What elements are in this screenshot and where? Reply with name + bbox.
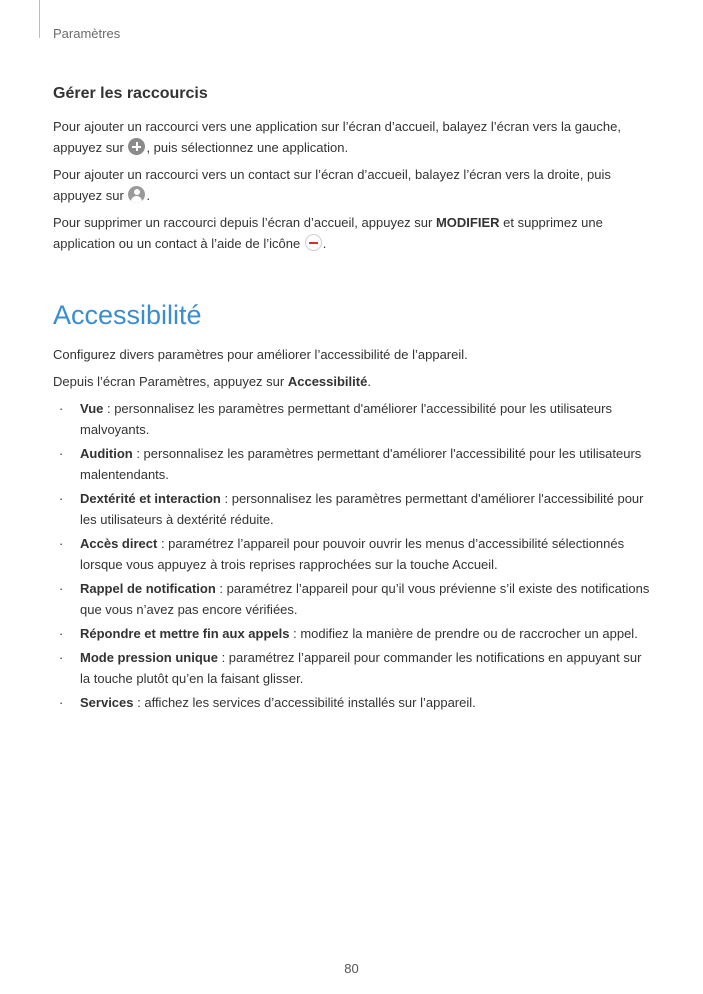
bullet-icon: · <box>59 491 64 506</box>
text-run: . <box>146 188 151 203</box>
list-item-audition <box>53 443 653 485</box>
header-section-label: Paramètres <box>53 26 121 41</box>
text-run: Depuis l’écran Paramètres, appuyez sur <box>53 374 288 389</box>
bullet-icon: · <box>59 536 64 551</box>
shortcuts-paragraph-contact <box>53 164 653 206</box>
item-term: Audition <box>80 446 133 461</box>
list-item-dexterite <box>53 488 653 530</box>
text-run: , puis sélectionnez une application. <box>146 140 349 155</box>
list-item-rappel-notification <box>53 578 653 620</box>
list-item-vue <box>53 398 653 440</box>
item-term: Mode pression unique <box>80 650 218 665</box>
accessibility-path <box>53 371 653 392</box>
item-term: Vue <box>80 401 104 416</box>
item-desc: : paramétrez l’appareil pour pouvoir ouvrir les menus d’accessibilité sélectionnés lorsque vous appuyez à trois reprises rapprochées sur la touche Accueil. <box>80 536 625 572</box>
list-item-services <box>53 692 653 713</box>
bullet-icon: · <box>59 695 64 710</box>
bullet-icon: · <box>59 446 64 461</box>
item-desc: : affichez les services d’accessibilité installés sur l’appareil. <box>133 695 476 710</box>
list-item-pression-unique <box>53 647 653 689</box>
bullet-icon: · <box>59 581 64 596</box>
shortcuts-paragraph-remove <box>53 212 653 254</box>
item-desc: : paramétrez l’appareil pour qu’il vous prévienne s’il existe des notifications que vous n’avez pas encore vérifiées. <box>80 581 650 617</box>
shortcuts-heading: Gérer les raccourcis <box>53 85 208 102</box>
minus-circle-icon <box>305 234 322 251</box>
list-item-acces-direct <box>53 533 653 575</box>
bullet-icon: · <box>59 626 64 641</box>
item-desc: : modifiez la manière de prendre ou de raccrocher un appel. <box>289 626 638 641</box>
item-term: Accès direct <box>80 536 158 551</box>
item-term: Répondre et mettre fin aux appels <box>80 626 290 641</box>
accessibility-title: Accessibilité <box>53 300 202 330</box>
bullet-icon: · <box>59 401 64 416</box>
item-term: Rappel de notification <box>80 581 216 596</box>
contact-icon <box>128 186 145 203</box>
shortcuts-paragraph-app <box>53 116 653 158</box>
text-run: . <box>367 374 371 389</box>
accessibility-intro: Configurez divers paramètres pour améliorer l’accessibilité de l’appareil. <box>53 347 468 362</box>
page-number: 80 <box>344 961 359 976</box>
modifier-term: MODIFIER <box>435 215 500 230</box>
accessibility-options-list <box>53 398 653 713</box>
text-run: Pour ajouter un raccourci vers un contact sur l’écran d’accueil, balayez l’écran vers la droite, puis appuyez sur <box>53 167 611 203</box>
text-run: . <box>322 236 327 251</box>
item-term: Dextérité et interaction <box>80 491 221 506</box>
text-run: Pour supprimer un raccourci depuis l’écran d’accueil, appuyez sur <box>53 215 436 230</box>
item-desc: : personnalisez les paramètres permettant d'améliorer l'accessibilité pour les utilisateurs malvoyants. <box>80 401 612 437</box>
bullet-icon: · <box>59 650 64 665</box>
item-desc: : paramétrez l’appareil pour commander les notifications en appuyant sur la touche plutôt qu’en la faisant glisser. <box>80 650 642 686</box>
plus-circle-icon <box>128 138 145 155</box>
item-desc: : personnalisez les paramètres permettant d'améliorer l'accessibilité pour les utilisateurs malentendants. <box>80 446 642 482</box>
item-term: Services <box>80 695 134 710</box>
page-content <box>53 84 653 716</box>
text-run: et supprimez une application ou un contact à l’aide de l’icône <box>53 215 603 251</box>
item-desc: : personnalisez les paramètres permettant d'améliorer l'accessibilité pour les utilisateurs à dextérité réduite. <box>80 491 644 527</box>
accessibility-term: Accessibilité <box>287 374 368 389</box>
list-item-appels <box>53 623 653 644</box>
text-run: Pour ajouter un raccourci vers une application sur l’écran d’accueil, balayez l’écran vers la gauche, appuyez sur <box>53 119 621 155</box>
header-divider <box>39 0 40 38</box>
